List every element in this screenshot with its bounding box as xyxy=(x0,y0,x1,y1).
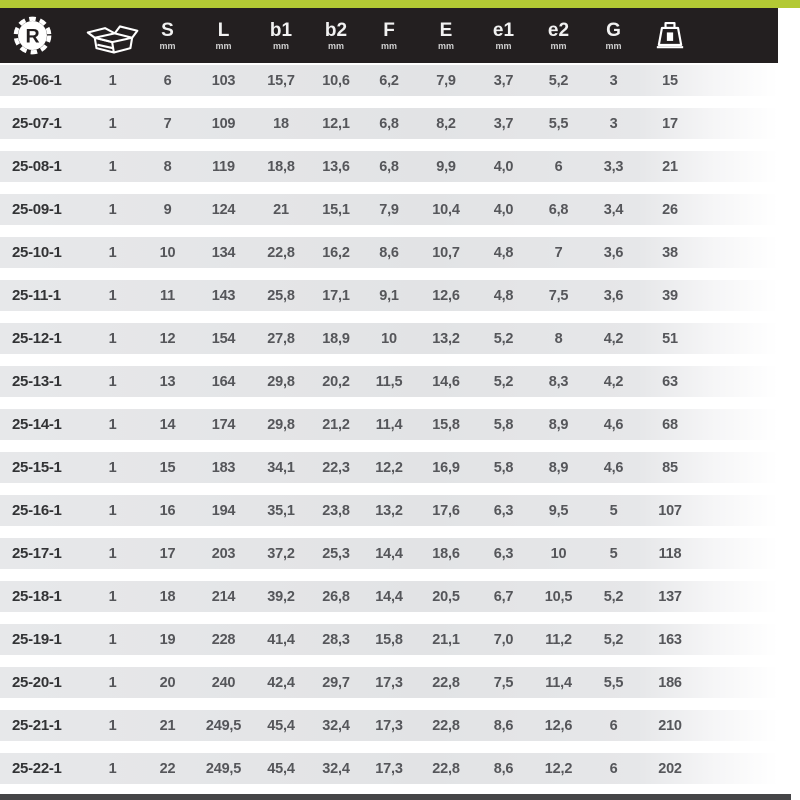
cell-g: 5,2 xyxy=(603,588,624,605)
column-label-b2: b2 xyxy=(324,19,348,41)
column-label-e: E xyxy=(439,19,453,41)
cell-g: 3,6 xyxy=(603,244,624,261)
cell-b1: 25,8 xyxy=(267,287,295,304)
column-header-b1 xyxy=(252,21,310,51)
article-number: 25-15-1 xyxy=(12,459,62,476)
cell-b2: 20,2 xyxy=(322,373,350,390)
cell-e1: 5,8 xyxy=(493,459,514,476)
cell-e2: 10 xyxy=(550,545,567,562)
cell-e: 20,5 xyxy=(432,588,460,605)
cell-weight: 118 xyxy=(658,545,682,562)
column-unit-f: mm xyxy=(380,40,397,51)
cell-b2: 16,2 xyxy=(322,244,350,261)
cell-e: 8,2 xyxy=(436,115,456,132)
cell-e1: 6,3 xyxy=(493,545,514,562)
cell-e2: 12,2 xyxy=(544,760,573,777)
cell-s: 20 xyxy=(159,674,176,691)
cell-e: 22,8 xyxy=(432,674,460,691)
cell-e1: 7,0 xyxy=(493,631,514,648)
cell-s: 22 xyxy=(159,760,176,777)
cell-e1: 3,7 xyxy=(493,115,514,132)
column-label-f: F xyxy=(383,19,395,41)
cell-b1: 39,2 xyxy=(267,588,295,605)
cell-packaging: 1 xyxy=(108,201,117,218)
cell-s: 8 xyxy=(163,158,172,175)
cell-weight: 202 xyxy=(658,760,682,777)
cell-f: 17,3 xyxy=(375,717,403,734)
package-box-icon xyxy=(85,16,141,56)
cell-l: 249,5 xyxy=(205,760,242,777)
cell-l: 164 xyxy=(211,373,236,390)
cell-f: 11,5 xyxy=(375,373,403,390)
article-number: 25-11-1 xyxy=(12,287,61,304)
cell-b2: 25,3 xyxy=(322,545,350,562)
column-header-e2 xyxy=(531,21,586,51)
table-row xyxy=(0,495,778,526)
cell-weight: 107 xyxy=(658,502,682,519)
table-row xyxy=(0,753,778,784)
cell-e1: 4,8 xyxy=(493,287,514,304)
cell-l: 249,5 xyxy=(205,717,242,734)
cell-packaging: 1 xyxy=(108,115,117,132)
cell-g: 4,6 xyxy=(603,416,624,433)
table-row xyxy=(0,237,778,268)
column-header-f xyxy=(362,21,416,51)
cell-s: 16 xyxy=(159,502,176,519)
cell-weight: 186 xyxy=(658,674,682,691)
cell-e2: 10,5 xyxy=(544,588,573,605)
cell-e: 14,6 xyxy=(432,373,460,390)
cell-l: 124 xyxy=(211,201,236,218)
cell-f: 12,2 xyxy=(375,459,403,476)
article-number: 25-08-1 xyxy=(12,158,62,175)
cell-weight: 17 xyxy=(662,115,678,132)
cell-f: 15,8 xyxy=(375,631,403,648)
cell-g: 5 xyxy=(609,502,618,519)
cell-l: 109 xyxy=(211,115,236,132)
column-header-s xyxy=(140,21,195,51)
article-number: 25-19-1 xyxy=(12,631,62,648)
cell-b2: 18,9 xyxy=(322,330,350,347)
cell-e1: 4,0 xyxy=(493,201,514,218)
weight-icon xyxy=(652,19,688,53)
cell-b1: 22,8 xyxy=(267,244,295,261)
cell-g: 5 xyxy=(609,545,618,562)
cell-b2: 22,3 xyxy=(322,459,350,476)
table-row xyxy=(0,65,778,96)
cell-e1: 4,8 xyxy=(493,244,514,261)
cell-packaging: 1 xyxy=(108,545,117,562)
column-unit-l: mm xyxy=(215,40,232,51)
cell-b1: 34,1 xyxy=(267,459,295,476)
article-number: 25-21-1 xyxy=(12,717,62,734)
cell-f: 8,6 xyxy=(379,244,399,261)
cell-b1: 37,2 xyxy=(267,545,295,562)
cell-f: 6,8 xyxy=(379,158,399,175)
column-unit-b2: mm xyxy=(327,40,344,51)
cell-e: 17,6 xyxy=(432,502,460,519)
cell-l: 119 xyxy=(212,158,235,175)
cell-e1: 5,2 xyxy=(493,373,514,390)
cell-f: 7,9 xyxy=(379,201,399,218)
table-row xyxy=(0,151,778,182)
table-body xyxy=(0,63,778,784)
cell-l: 143 xyxy=(211,287,236,304)
cell-e2: 7,5 xyxy=(548,287,569,304)
brand-gear-r-logo-icon xyxy=(12,15,53,56)
column-label-g: G xyxy=(606,19,621,41)
cell-g: 3 xyxy=(609,115,618,132)
cell-s: 21 xyxy=(159,717,176,734)
cell-l: 154 xyxy=(211,330,236,347)
cell-e2: 12,6 xyxy=(544,717,573,734)
cell-e2: 11,4 xyxy=(545,674,572,691)
cell-weight: 39 xyxy=(662,287,678,304)
cell-g: 6 xyxy=(609,717,618,734)
cell-e1: 6,3 xyxy=(493,502,514,519)
cell-e: 10,7 xyxy=(432,244,460,261)
cell-e2: 5,2 xyxy=(548,72,569,89)
cell-b1: 45,4 xyxy=(267,717,295,734)
cell-e2: 8 xyxy=(554,330,563,347)
cell-l: 134 xyxy=(211,244,236,261)
cell-f: 14,4 xyxy=(375,588,403,605)
cell-packaging: 1 xyxy=(108,416,117,433)
cell-b1: 15,7 xyxy=(267,72,295,89)
table-row xyxy=(0,366,778,397)
article-number: 25-17-1 xyxy=(12,545,62,562)
cell-packaging: 1 xyxy=(108,330,117,347)
cell-e: 21,1 xyxy=(432,631,460,648)
cell-e: 13,2 xyxy=(432,330,460,347)
table-row xyxy=(0,280,778,311)
column-label-e1: e1 xyxy=(492,19,515,41)
cell-e: 12,6 xyxy=(432,287,460,304)
cell-e1: 5,2 xyxy=(493,330,514,347)
column-header-g xyxy=(586,21,641,51)
cell-f: 14,4 xyxy=(375,545,403,562)
cell-s: 18 xyxy=(159,588,176,605)
cell-e2: 6 xyxy=(554,158,563,175)
cell-s: 12 xyxy=(159,330,176,347)
cell-l: 228 xyxy=(211,631,236,648)
cell-weight: 15 xyxy=(662,72,678,89)
cell-e2: 8,9 xyxy=(548,416,569,433)
cell-e1: 4,0 xyxy=(493,158,514,175)
cell-l: 183 xyxy=(211,459,236,476)
cell-b2: 10,6 xyxy=(322,72,350,89)
cell-g: 3 xyxy=(609,72,618,89)
column-unit-e: mm xyxy=(437,40,454,51)
table-bottom-shadow xyxy=(0,794,791,800)
cell-b1: 27,8 xyxy=(267,330,295,347)
table-row xyxy=(0,108,778,139)
cell-packaging: 1 xyxy=(108,72,117,89)
cell-packaging: 1 xyxy=(108,287,117,304)
table-row xyxy=(0,323,778,354)
cell-g: 6 xyxy=(609,760,618,777)
cell-f: 10 xyxy=(381,330,397,347)
cell-s: 15 xyxy=(159,459,176,476)
article-number: 25-20-1 xyxy=(12,674,62,691)
cell-b2: 28,3 xyxy=(322,631,350,648)
cell-b2: 26,8 xyxy=(322,588,350,605)
cell-g: 5,2 xyxy=(603,631,624,648)
cell-e1: 6,7 xyxy=(493,588,514,605)
cell-e: 22,8 xyxy=(432,717,460,734)
cell-packaging: 1 xyxy=(108,717,117,734)
cell-b2: 15,1 xyxy=(322,201,350,218)
cell-e1: 5,8 xyxy=(493,416,514,433)
column-header-e1 xyxy=(476,21,531,51)
cell-b1: 18,8 xyxy=(267,158,295,175)
cell-s: 6 xyxy=(163,72,172,89)
column-header-article xyxy=(0,15,85,56)
cell-f: 17,3 xyxy=(375,674,403,691)
cell-weight: 63 xyxy=(662,373,678,390)
cell-e2: 8,9 xyxy=(548,459,569,476)
cell-f: 13,2 xyxy=(375,502,403,519)
cell-packaging: 1 xyxy=(108,502,117,519)
cell-weight: 68 xyxy=(662,416,678,433)
cell-e2: 11,2 xyxy=(545,631,572,648)
cell-l: 214 xyxy=(211,588,236,605)
column-header-packaging xyxy=(85,16,140,56)
cell-g: 3,3 xyxy=(603,158,624,175)
cell-b2: 12,1 xyxy=(322,115,350,132)
cell-e2: 7 xyxy=(554,244,563,261)
article-number: 25-22-1 xyxy=(12,760,62,777)
article-number: 25-09-1 xyxy=(12,201,62,218)
cell-b2: 32,4 xyxy=(322,760,350,777)
cell-g: 4,2 xyxy=(603,330,624,347)
cell-f: 11,4 xyxy=(375,416,403,433)
cell-s: 11 xyxy=(160,287,175,304)
cell-e1: 3,7 xyxy=(493,72,514,89)
cell-s: 17 xyxy=(159,545,176,562)
cell-b2: 32,4 xyxy=(322,717,350,734)
cell-b1: 41,4 xyxy=(267,631,295,648)
cell-packaging: 1 xyxy=(108,459,117,476)
cell-e: 16,9 xyxy=(432,459,460,476)
cell-g: 5,5 xyxy=(603,674,624,691)
table-row xyxy=(0,624,778,655)
accent-top-bar xyxy=(0,0,800,8)
cell-packaging: 1 xyxy=(108,158,117,175)
article-number: 25-07-1 xyxy=(12,115,62,132)
table-row xyxy=(0,538,778,569)
cell-b2: 21,2 xyxy=(322,416,350,433)
cell-s: 13 xyxy=(159,373,176,390)
column-unit-s: mm xyxy=(159,40,176,51)
cell-l: 203 xyxy=(211,545,236,562)
article-number: 25-18-1 xyxy=(12,588,62,605)
column-label-b1: b1 xyxy=(269,19,293,41)
cell-e: 10,4 xyxy=(432,201,460,218)
table-row xyxy=(0,409,778,440)
cell-packaging: 1 xyxy=(108,674,117,691)
cell-e: 18,6 xyxy=(432,545,460,562)
cell-b2: 13,6 xyxy=(322,158,350,175)
cell-packaging: 1 xyxy=(108,244,117,261)
cell-packaging: 1 xyxy=(108,631,117,648)
cell-f: 9,1 xyxy=(379,287,399,304)
column-unit-b1: mm xyxy=(272,40,289,51)
column-unit-g: mm xyxy=(605,40,622,51)
cell-s: 14 xyxy=(159,416,176,433)
column-header-weight xyxy=(641,19,699,53)
cell-g: 4,2 xyxy=(603,373,624,390)
column-label-e2: e2 xyxy=(547,19,570,41)
cell-f: 6,8 xyxy=(379,115,399,132)
cell-e1: 8,6 xyxy=(493,760,514,777)
cell-l: 194 xyxy=(211,502,236,519)
cell-e: 7,9 xyxy=(436,72,456,89)
cell-s: 19 xyxy=(159,631,176,648)
cell-l: 174 xyxy=(211,416,236,433)
cell-b1: 21 xyxy=(273,201,289,218)
column-header-e xyxy=(416,21,476,51)
cell-s: 7 xyxy=(163,115,172,132)
cell-b1: 29,8 xyxy=(267,373,295,390)
cell-e2: 6,8 xyxy=(548,201,569,218)
cell-packaging: 1 xyxy=(108,588,117,605)
article-number: 25-06-1 xyxy=(12,72,62,89)
column-unit-e1: mm xyxy=(495,40,512,51)
cell-e2: 5,5 xyxy=(548,115,569,132)
article-number: 25-14-1 xyxy=(12,416,62,433)
cell-f: 6,2 xyxy=(379,72,399,89)
cell-b1: 42,4 xyxy=(267,674,295,691)
table-header xyxy=(0,8,778,63)
column-header-l xyxy=(195,21,252,51)
cell-weight: 51 xyxy=(662,330,678,347)
cell-e: 22,8 xyxy=(432,760,460,777)
cell-b1: 35,1 xyxy=(267,502,295,519)
article-number: 25-13-1 xyxy=(12,373,62,390)
table-row xyxy=(0,710,778,741)
column-unit-e2: mm xyxy=(550,40,567,51)
cell-weight: 38 xyxy=(662,244,678,261)
cell-b2: 23,8 xyxy=(322,502,350,519)
svg-text:R: R xyxy=(25,25,40,48)
cell-weight: 163 xyxy=(658,631,682,648)
article-number: 25-12-1 xyxy=(12,330,62,347)
table-row xyxy=(0,194,778,225)
table-row xyxy=(0,667,778,698)
table-row xyxy=(0,452,778,483)
article-number: 25-16-1 xyxy=(12,502,62,519)
cell-e: 15,8 xyxy=(432,416,460,433)
cell-s: 9 xyxy=(163,201,172,218)
article-number: 25-10-1 xyxy=(12,244,62,261)
cell-e2: 9,5 xyxy=(548,502,569,519)
cell-weight: 137 xyxy=(658,588,682,605)
column-label-l: L xyxy=(217,19,230,41)
cell-g: 3,4 xyxy=(603,201,624,218)
cell-l: 103 xyxy=(211,72,236,89)
column-header-b2 xyxy=(310,21,362,51)
cell-e: 9,9 xyxy=(436,158,456,175)
cell-e2: 8,3 xyxy=(548,373,569,390)
cell-b1: 29,8 xyxy=(267,416,295,433)
cell-l: 240 xyxy=(211,674,236,691)
cell-b1: 18 xyxy=(273,115,289,132)
cell-weight: 21 xyxy=(662,158,678,175)
cell-packaging: 1 xyxy=(108,760,117,777)
cell-b2: 17,1 xyxy=(322,287,350,304)
cell-weight: 26 xyxy=(662,201,678,218)
cell-b1: 45,4 xyxy=(267,760,295,777)
cell-e1: 7,5 xyxy=(493,674,514,691)
cell-g: 4,6 xyxy=(603,459,624,476)
cell-b2: 29,7 xyxy=(322,674,350,691)
cell-e1: 8,6 xyxy=(493,717,514,734)
cell-f: 17,3 xyxy=(375,760,403,777)
cell-s: 10 xyxy=(159,244,176,261)
cell-weight: 210 xyxy=(658,717,682,734)
cell-packaging: 1 xyxy=(108,373,117,390)
cell-g: 3,6 xyxy=(603,287,624,304)
column-label-s: S xyxy=(161,19,174,41)
cell-weight: 85 xyxy=(662,459,678,476)
table-row xyxy=(0,581,778,612)
